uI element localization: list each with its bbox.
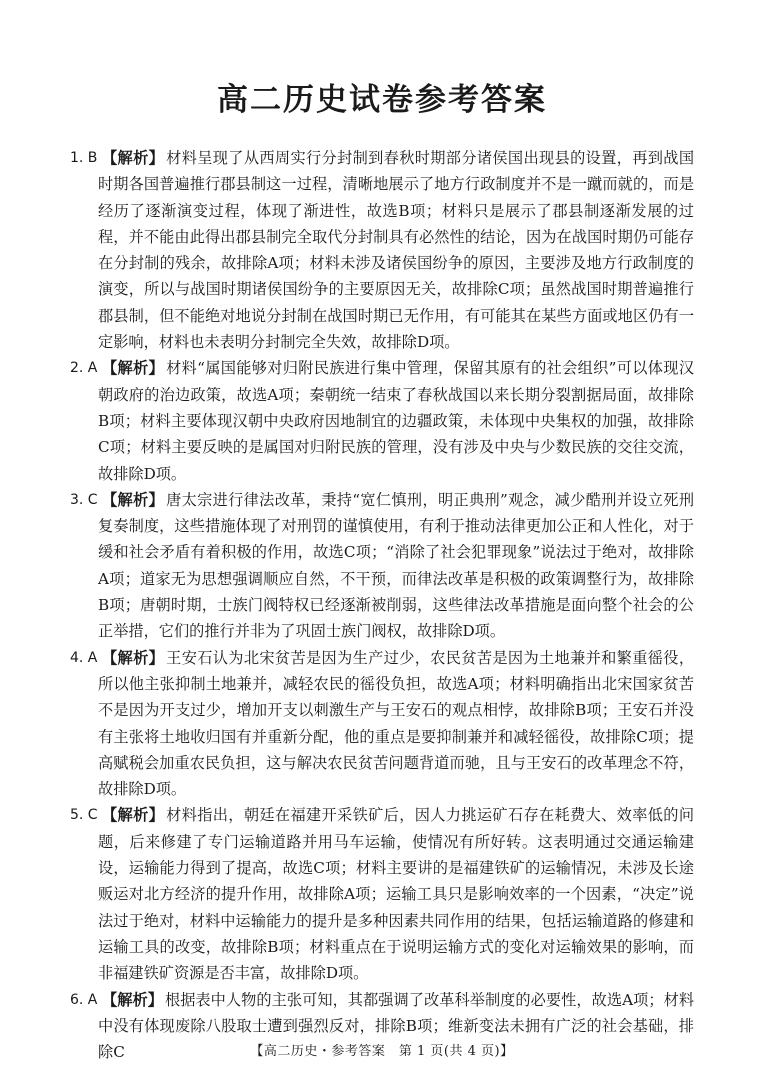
answer-item-4 xyxy=(70,645,694,803)
page-title: 高二历史试卷参考答案 xyxy=(217,82,547,118)
analysis-tag: 【解析】 xyxy=(102,490,165,509)
answer-item-5 xyxy=(70,802,694,986)
answer-item-3 xyxy=(70,487,694,645)
answer-item-2 xyxy=(70,355,694,486)
analysis-tag: 【解析】 xyxy=(102,149,165,167)
answer-number: 6. A xyxy=(70,991,98,1008)
answer-number: 5. C xyxy=(70,807,98,824)
answer-text: 材料指出，朝廷在福建开采铁矿后，因人力挑运矿石存在耗费大、效率低的问题，后来修建了专门运输道路并用马车运输，使情况有所好转。这表明通过交通运输建设，运输能力得到了提高，故选C项；材料主要讲的是福建铁矿的运输情况，未涉及长途贩运对北方经济的提升作用，故排除A项；运输工具只是影响效率的一个因素，“决定”说法过于绝对，材料中运输能力的提升是多种因素共同作用的结果，包括运输道路的修建和运输工具的改变，故排除B项；材料重点在于说明运输方式的变化对运输效果的影响，而非福建铁矿资源是否丰富，故排除D项。 xyxy=(98,806,695,983)
answer-text: 材料呈现了从西周实行分封制到春秋时期部分诸侯国出现县的设置，再到战国时期各国普遍推行郡县制这一过程，清晰地展示了地方行政制度并不是一蹴而就的，而是经历了逐渐演变过程，体现了渐进性，故选B项；材料只是展示了郡县制逐渐发展的过程，并不能由此得出郡县制完全取代分封制具有必然性的结论，因为在战国时期仍可能存在分封制的残余，故排除A项；材料未涉及诸侯国纷争的原因，主要涉及地方行政制度的演变，所以与战国时期诸侯国纷争的主要原因无关，故排除C项；虽然战国时期普遍推行郡县制，但不能绝对地说分封制在战国时期已无作用，有可能其在某些方面或地区仍有一定影响，材料也未表明分封制完全失效，故排除D项。 xyxy=(98,149,695,352)
analysis-tag: 【解析】 xyxy=(102,359,165,378)
analysis-tag: 【解析】 xyxy=(102,990,163,1009)
answer-number: 3. C xyxy=(70,491,98,508)
answer-item-1 xyxy=(70,145,694,355)
answer-list xyxy=(70,145,694,1065)
page-footer: 【高二历史・参考答案 第 1 页(共 4 页)】 xyxy=(250,1044,514,1059)
answer-text: 王安石认为北宋贫苦是因为生产过少，农民贫苦是因为土地兼并和繁重徭役，所以他主张抑制土地兼并，减轻农民的徭役负担，故选A项；材料明确指出北宋国家贫苦不是因为开支过少，增加开支以刺激生产与王安石的观点相悖，故排除B项；王安石并没有主张将土地收归国有并重新分配，他的重点是要抑制兼并和减轻徭役，故排除C项；提高赋税会加重农民负担，这与解决农民贫苦问题背道而驰，且与王安石的改革理念不符，故排除D项。 xyxy=(98,648,695,799)
answer-number: 2. A xyxy=(70,360,98,377)
analysis-tag: 【解析】 xyxy=(102,806,165,825)
answer-text: 根据表中人物的主张可知，其都强调了改革科举制度的必要性，故选A项；材料中没有体现废除八股取士遭到强烈反对，排除B项；维新变法未拥有广泛的社会基础，排除C xyxy=(98,990,695,1062)
answer-text: 材料“属国能够对归附民族进行集中管理，保留其原有的社会组织”可以体现汉朝政府的治边政策，故选A项；秦朝统一结束了春秋战国以来长期分裂割据局面，故排除B项；材料主要体现汉朝中央政府因地制宜的边疆政策，未体现中央集权的加强，故排除C项；材料主要反映的是属国对归附民族的管理，没有涉及中央与少数民族的交往交流，故排除D项。 xyxy=(98,359,695,483)
answer-number: 1. B xyxy=(70,150,98,166)
answer-number: 4. A xyxy=(70,649,98,666)
analysis-tag: 【解析】 xyxy=(102,648,165,667)
answer-text: 唐太宗进行律法改革，秉持“宽仁慎刑，明正典刑”观念，减少酷刑并设立死刑复奏制度，这些措施体现了对刑罚的谨慎使用，有利于推动法律更加公正和人性化，对于缓和社会矛盾有着积极的作用，故选C项；“消除了社会犯罪现象”说法过于绝对，故排除A项；道家无为思想强调顺应自然，不干预，而律法改革是积极的政策调整行为，故排除B项；唐朝时期，士族门阀特权已经逐渐被削弱，这些律法改革措施是面向整个社会的公正举措，它们的推行并非为了巩固士族门阀权，故排除D项。 xyxy=(98,490,695,641)
